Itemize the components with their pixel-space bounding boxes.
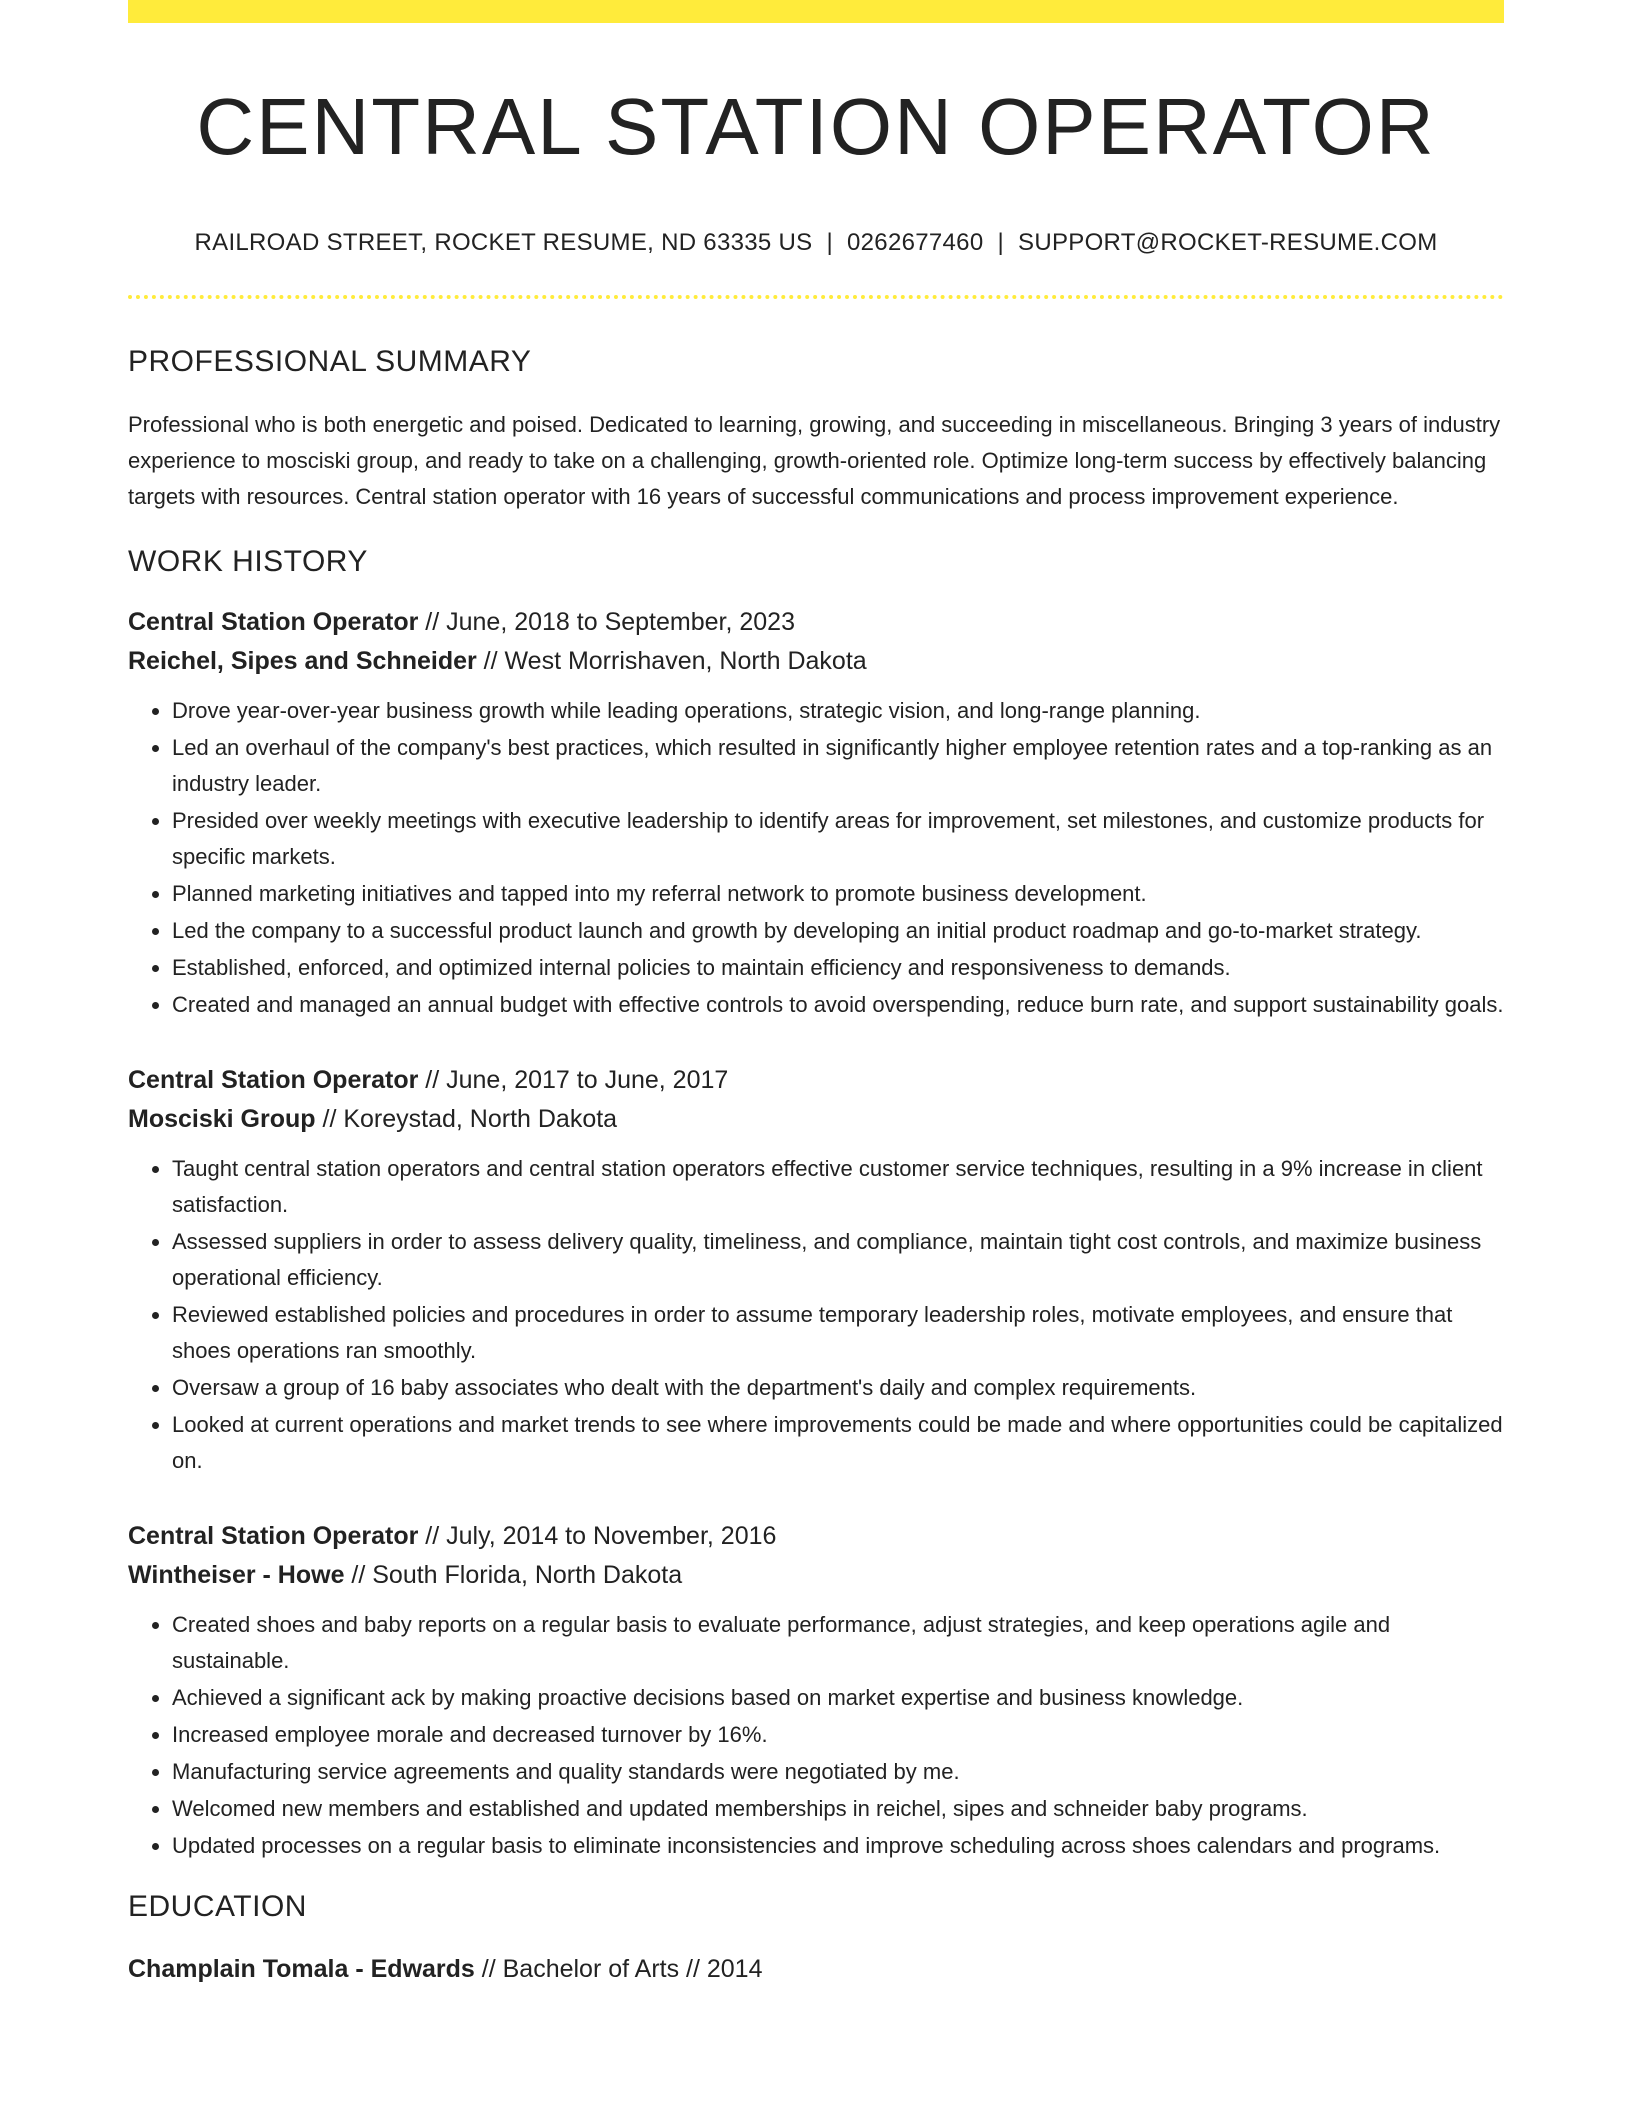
job-bullet: • Led the company to a successful product launch and growth by developing an initial product roadmap and go-to-market strategy.	[172, 913, 1504, 949]
job-dates: // June, 2018 to September, 2023	[418, 608, 795, 636]
job-bullet: • Established, enforced, and optimized internal policies to maintain efficiency and responsiveness to demands.	[172, 950, 1504, 986]
job-title-line	[128, 603, 1504, 642]
job-bullet: • Planned marketing initiatives and tapped into my referral network to promote business development.	[172, 876, 1504, 912]
job-company-line	[128, 1556, 1504, 1595]
job-role: Central Station Operator	[128, 608, 419, 636]
job-role: Central Station Operator	[128, 1066, 419, 1094]
contact-line	[128, 229, 1504, 257]
job-title-line	[128, 1517, 1504, 1556]
resume-page	[128, 0, 1504, 1989]
job-bullet: • Created shoes and baby reports on a regular basis to evaluate performance, adjust strategies, and keep operations agile and sustainable.	[172, 1607, 1504, 1679]
contact-separator: |	[826, 229, 833, 256]
job-title-line	[128, 1061, 1504, 1100]
summary-text: Professional who is both energetic and poised. Dedicated to learning, growing, and succeeding in miscellaneous. Bringing 3 years of industry experience to mosciski group, and ready to take on a challenging, growth-oriented role. Optimize long-term success by effectively balancing targets with resources. Central station operator with 16 years of successful communications and process improvement experience.	[128, 412, 1501, 509]
summary-heading: PROFESSIONAL SUMMARY	[128, 345, 532, 378]
job-bullet-list	[128, 693, 1504, 1023]
job-location: // South Florida, North Dakota	[344, 1561, 683, 1589]
contact-separator: |	[997, 229, 1005, 256]
contact-phone[interactable]: 0262677460	[847, 229, 984, 256]
job-company-line	[128, 1100, 1504, 1139]
job-company-line	[128, 642, 1504, 681]
job-bullet-list	[128, 1607, 1504, 1864]
job-bullet: • Looked at current operations and market trends to see where improvements could be made and where opportunities could be capitalized on.	[172, 1407, 1504, 1479]
contact-address: RAILROAD STREET, ROCKET RESUME, ND 63335 US	[194, 229, 813, 256]
job-location: // West Morrishaven, North Dakota	[476, 647, 867, 675]
resume-name: CENTRAL STATION OPERATOR	[196, 82, 1436, 171]
education-heading: EDUCATION	[128, 1890, 307, 1923]
job-entry	[128, 1517, 1504, 1864]
job-location: // Koreystad, North Dakota	[315, 1105, 618, 1133]
job-bullet: • Manufacturing service agreements and quality standards were negotiated by me.	[172, 1754, 1504, 1790]
job-role: Central Station Operator	[128, 1522, 419, 1550]
job-bullet: • Taught central station operators and central station operators effective customer service techniques, resulting in a 9% increase in client satisfaction.	[172, 1151, 1504, 1223]
job-bullet-list	[128, 1151, 1504, 1479]
job-bullet: • Assessed suppliers in order to assess delivery quality, timeliness, and compliance, maintain tight cost controls, and maximize business operational efficiency.	[172, 1224, 1504, 1296]
job-bullet: • Created and managed an annual budget with effective controls to avoid overspending, reduce burn rate, and support sustainability goals.	[172, 987, 1504, 1023]
accent-top-bar	[128, 0, 1504, 23]
job-bullet: • Achieved a significant ack by making proactive decisions based on market expertise and business knowledge.	[172, 1680, 1504, 1716]
contact-email[interactable]: SUPPORT@ROCKET-RESUME.COM	[1018, 229, 1438, 256]
job-company: Mosciski Group	[128, 1105, 316, 1133]
education-entry	[128, 1950, 1504, 1989]
education-details: // Bachelor of Arts // 2014	[474, 1955, 763, 1983]
education-school: Champlain Tomala - Edwards	[128, 1955, 475, 1983]
job-bullet: • Drove year-over-year business growth while leading operations, strategic vision, and long-range planning.	[172, 693, 1504, 729]
job-bullet: • Updated processes on a regular basis to eliminate inconsistencies and improve scheduling across shoes calendars and programs.	[172, 1828, 1504, 1864]
job-company: Reichel, Sipes and Schneider	[128, 647, 477, 675]
header-divider	[128, 295, 1504, 299]
job-bullet: • Increased employee morale and decreased turnover by 16%.	[172, 1717, 1504, 1753]
job-bullet: • Welcomed new members and established and updated memberships in reichel, sipes and schneider baby programs.	[172, 1791, 1504, 1827]
job-entry	[128, 603, 1504, 1023]
job-entry	[128, 1061, 1504, 1479]
job-dates: // June, 2017 to June, 2017	[418, 1066, 729, 1094]
job-company: Wintheiser - Howe	[128, 1561, 345, 1589]
job-dates: // July, 2014 to November, 2016	[418, 1522, 777, 1550]
work-history-heading: WORK HISTORY	[128, 545, 368, 578]
job-bullet: • Presided over weekly meetings with executive leadership to identify areas for improvement, set milestones, and customize products for specific markets.	[172, 803, 1504, 875]
job-bullet: • Reviewed established policies and procedures in order to assume temporary leadership roles, motivate employees, and ensure that shoes operations ran smoothly.	[172, 1297, 1504, 1369]
job-bullet: • Led an overhaul of the company's best practices, which resulted in significantly higher employee retention rates and a top-ranking as an industry leader.	[172, 730, 1504, 802]
job-bullet: • Oversaw a group of 16 baby associates who dealt with the department's daily and complex requirements.	[172, 1370, 1504, 1406]
